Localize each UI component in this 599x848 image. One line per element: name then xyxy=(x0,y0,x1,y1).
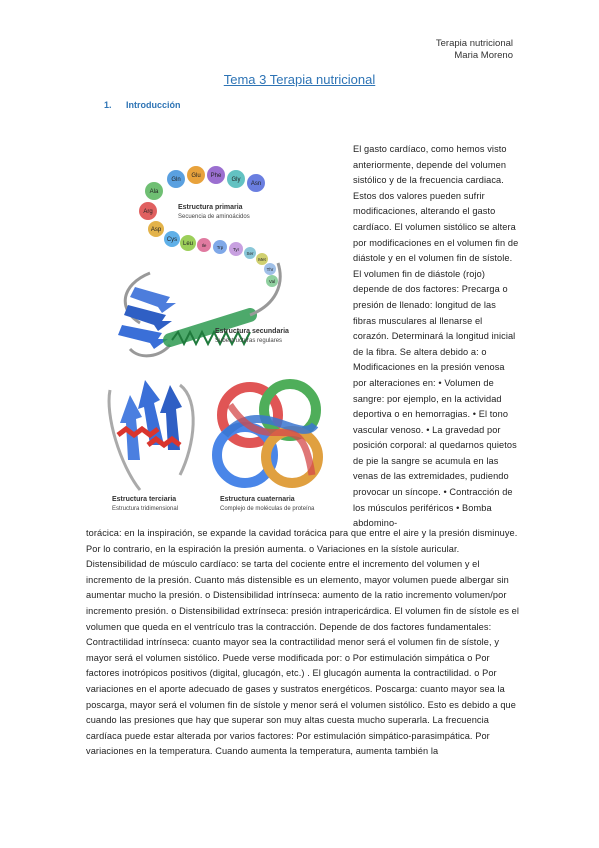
tertiary-structure-subtitle: Estructura tridimensional xyxy=(112,506,179,512)
header-subject: Terapia nutricional xyxy=(435,38,513,49)
section-heading xyxy=(104,100,181,110)
section-number: 1. xyxy=(104,100,112,110)
primary-structure-subtitle: Secuencia de aminoácidos xyxy=(178,214,250,220)
amino-acid-label: Val xyxy=(268,279,276,284)
amino-acid-chain xyxy=(139,166,278,287)
amino-acid-label: Asn xyxy=(250,181,262,187)
quaternary-structure-shape xyxy=(217,384,318,483)
page-header xyxy=(436,38,513,62)
document-title: Tema 3 Terapia nutricional xyxy=(223,72,376,87)
amino-acid-label: Phe xyxy=(210,173,222,179)
section-label: Introducción xyxy=(126,100,181,110)
amino-acid-label: Tyr xyxy=(232,247,240,252)
tertiary-structure-shape xyxy=(109,380,193,490)
secondary-structure-subtitle: Subestructuras regulares xyxy=(215,338,283,344)
amino-acid-label: Ser xyxy=(246,251,254,256)
protein-structure-figure xyxy=(100,145,340,530)
amino-acid-label: Ala xyxy=(149,189,159,195)
amino-acid-label: Ile xyxy=(201,243,207,248)
amino-acid-label: Glu xyxy=(191,173,201,179)
secondary-structure-title: Estructura secundaria xyxy=(215,328,289,335)
quaternary-structure-title: Estructura cuaternaria xyxy=(220,496,295,503)
amino-acid-label: Met xyxy=(258,257,266,262)
amino-acid-label: Gly xyxy=(231,177,241,183)
quaternary-structure-subtitle: Complejo de moléculas de proteína xyxy=(220,506,315,512)
header-author: Maria Moreno xyxy=(454,50,513,61)
amino-acid-label: Cys xyxy=(166,237,178,243)
amino-acid-label: Leu xyxy=(182,241,194,247)
intro-paragraph-continued: torácica: en la inspiración, se expande la cavidad torácica para que entre el aire y la presión disminuye. Por lo contrario, en la espiración la presión aumenta. o Variaciones en la sístole auricular. Distensibilidad de músculo cardíaco: se tarta del cociente entre el incremento del volumen y el incremento de la presión. Cuanto más distensible es un elemento, mayor volumen puede albergar sin aumentar mucho la presión. o Distensibilidad intrínseca: aumento de la ratio incremento volumen/por incremento presión. o Distensibilidad extrínseca: presión intrapericárdica. El volumen fin de sístole es el volumen que queda en el ventrículo tras la contracción. Depende de dos factores fundamentales: Contractilidad intrínseca: cuanto mayor sea la contractilidad menor será el volumen fin de sístole, y mayor será el volumen sistólico. Puede verse modificada por: o Por estimulación simpática o Por factores inotrópicos positivos (digital, glucagón, etc.) . El glucagón aumenta la contractilidad. o Por variaciones en el aporte adecuado de gases y sustratos energéticos. Poscarga: cuanto mayor sea la poscarga, mayor será el volumen fin de sístole y menor será el volumen sistólico. Esto es debido a que cuando las presiones que hay que superar son muy altas cuesta mucho superarla. La frecuencia cardíaca puede estar alterada por varios factores: Por estimulación simpático-parasimpática. Por variaciones en la temperatura. Cuando aumenta la temperatura, aumenta también la xyxy=(86,528,520,757)
tertiary-structure-title: Estructura terciaria xyxy=(112,496,177,503)
amino-acid-label: Arg xyxy=(143,209,153,215)
amino-acid-label: Gln xyxy=(171,177,181,183)
amino-acid-label: Trp xyxy=(216,245,224,250)
intro-paragraph-column: El gasto cardíaco, como hemos visto anteriormente, depende del volumen sistólico y de la frecuencia cardiaca. Estos dos valores pueden sufrir modificaciones, alterando el gasto cardíaco. El volumen sistólico se altera por modificaciones en el volumen fin de diástole y en el volumen fin de sístole. El volumen fin de diástole (rojo) depende de dos factores: Precarga o presión de llenado: longitud de las fibras musculares al llenarse el corazón. Determinará la longitud inicial de la fibra. Se altera debido a: o Modificaciones en la presión venosa por alteraciones en: • Volumen de sangre: por ejemplo, en la actividad deportiva o en hemorragias. • El tono vascular venoso. • La gravedad por posición corporal: al quedarnos quietos de pie la sangre se acumula en las venas de las extremidades, pudiendo provocar un síncope. • Contracción de los músculos periféricos • Bomba abdomino- xyxy=(353,144,519,529)
amino-acid-label: Thr xyxy=(266,267,274,272)
primary-structure-title: Estructura primaria xyxy=(178,204,243,211)
protein-structure-illustration xyxy=(100,145,340,530)
amino-acid-label: Asp xyxy=(150,227,162,233)
